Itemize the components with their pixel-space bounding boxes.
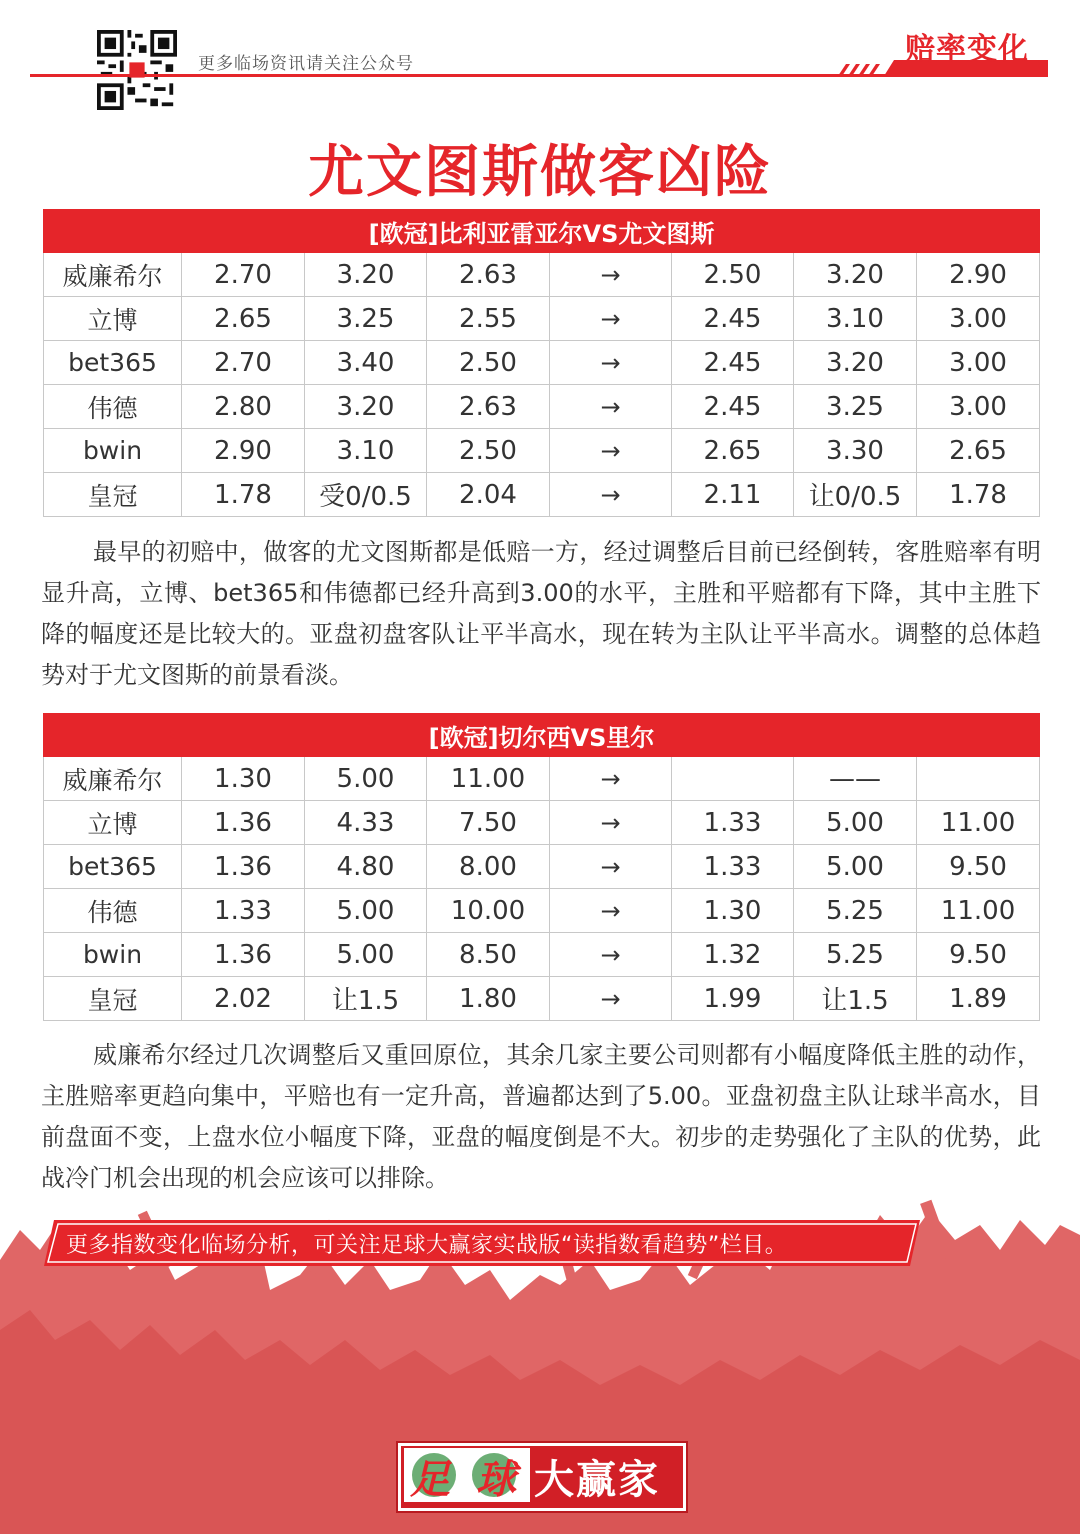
table-row: [44, 933, 1040, 977]
odds-cell: 3.40: [305, 341, 427, 385]
odds-cell: 3.00: [917, 341, 1040, 385]
company-name-cell: bwin: [44, 933, 182, 977]
table-row: [44, 385, 1040, 429]
table-row: [44, 429, 1040, 473]
company-name-cell: 伟德: [44, 889, 182, 933]
logo-text-red: 足球: [410, 1456, 542, 1503]
odds-cell: 9.50: [917, 845, 1040, 889]
odds-cell: 3.00: [917, 385, 1040, 429]
arrow-right-icon: →: [550, 889, 672, 933]
odds-cell: 5.00: [794, 845, 917, 889]
odds-cell: 1.78: [182, 473, 305, 517]
odds-cell: 11.00: [917, 801, 1040, 845]
qr-code-icon[interactable]: [96, 30, 178, 110]
odds-cell: 4.33: [305, 801, 427, 845]
odds-cell: 1.30: [182, 757, 305, 801]
arrow-right-icon: →: [550, 801, 672, 845]
odds-cell: [917, 757, 1040, 801]
arrow-right-icon: →: [550, 253, 672, 297]
arrow-right-icon: →: [550, 385, 672, 429]
table-row: [44, 473, 1040, 517]
company-name-cell: 皇冠: [44, 473, 182, 517]
match-heading: [欧冠]切尔西VS里尔: [44, 714, 1040, 757]
odds-cell: ——: [794, 757, 917, 801]
table-row: [44, 889, 1040, 933]
odds-table-chelsea-lille: [43, 713, 1040, 1021]
odds-cell: 2.02: [182, 977, 305, 1021]
odds-cell: 3.20: [305, 253, 427, 297]
odds-cell: 2.50: [672, 253, 794, 297]
odds-cell: 5.25: [794, 889, 917, 933]
footer-banner-text: 更多指数变化临场分析，可关注足球大赢家实战版“读指数看趋势”栏目。: [66, 1233, 788, 1258]
odds-cell: 2.63: [427, 253, 550, 297]
follow-prompt: 更多临场资讯请关注公众号: [198, 54, 414, 74]
odds-cell: 让0/0.5: [794, 473, 917, 517]
odds-cell: 3.10: [305, 429, 427, 473]
odds-cell: 11.00: [427, 757, 550, 801]
odds-cell: 1.99: [672, 977, 794, 1021]
odds-cell: 2.45: [672, 385, 794, 429]
odds-cell: 1.33: [182, 889, 305, 933]
odds-cell: 2.11: [672, 473, 794, 517]
page-title: 尤文图斯做客凶险: [308, 140, 772, 205]
odds-cell: 2.70: [182, 341, 305, 385]
odds-cell: 3.20: [794, 341, 917, 385]
odds-cell: 5.00: [305, 889, 427, 933]
company-name-cell: 伟德: [44, 385, 182, 429]
company-name-cell: 立博: [44, 801, 182, 845]
section-tab-label: 赔率变化: [905, 32, 1029, 67]
odds-cell: 2.45: [672, 341, 794, 385]
arrow-right-icon: →: [550, 429, 672, 473]
odds-cell: 2.65: [672, 429, 794, 473]
odds-cell: 2.45: [672, 297, 794, 341]
odds-cell: 5.25: [794, 933, 917, 977]
odds-cell: 2.55: [427, 297, 550, 341]
odds-cell: 1.32: [672, 933, 794, 977]
odds-cell: 9.50: [917, 933, 1040, 977]
odds-cell: 3.00: [917, 297, 1040, 341]
company-name-cell: 威廉希尔: [44, 253, 182, 297]
table-row: [44, 801, 1040, 845]
odds-cell: 1.33: [672, 801, 794, 845]
odds-cell: 5.00: [305, 757, 427, 801]
odds-cell: 3.10: [794, 297, 917, 341]
odds-cell: 8.00: [427, 845, 550, 889]
odds-cell: 7.50: [427, 801, 550, 845]
odds-cell: 3.20: [794, 253, 917, 297]
table-row: [44, 253, 1040, 297]
table-row: [44, 757, 1040, 801]
odds-cell: 3.20: [305, 385, 427, 429]
company-name-cell: 立博: [44, 297, 182, 341]
odds-cell: 2.65: [182, 297, 305, 341]
odds-cell: 1.33: [672, 845, 794, 889]
odds-cell: 2.65: [917, 429, 1040, 473]
page-header: [0, 0, 1080, 120]
odds-cell: 1.89: [917, 977, 1040, 1021]
odds-cell: 让1.5: [305, 977, 427, 1021]
analysis-paragraph-1: 最早的初赔中，做客的尤文图斯都是低赔一方，经过调整后目前已经倒转，客胜赔率有明显升高，立博、bet365和伟德都已经升高到3.00的水平，主胜和平赔都有下降，其中主胜下降的幅度还是比较大的。亚盘初盘客队让平半高水，现在转为主队让平半高水。调整的总体趋势对于尤文图斯的前景看淡。: [41, 538, 1041, 689]
odds-cell: 5.00: [305, 933, 427, 977]
odds-cell: 5.00: [794, 801, 917, 845]
arrow-right-icon: →: [550, 297, 672, 341]
company-name-cell: bet365: [44, 341, 182, 385]
odds-cell: 8.50: [427, 933, 550, 977]
odds-cell: 2.04: [427, 473, 550, 517]
odds-cell: 2.50: [427, 429, 550, 473]
company-name-cell: bwin: [44, 429, 182, 473]
odds-cell: 3.25: [794, 385, 917, 429]
odds-cell: 2.70: [182, 253, 305, 297]
odds-cell: 受0/0.5: [305, 473, 427, 517]
company-name-cell: 威廉希尔: [44, 757, 182, 801]
odds-cell: 让1.5: [794, 977, 917, 1021]
company-name-cell: bet365: [44, 845, 182, 889]
odds-cell: 1.36: [182, 845, 305, 889]
table-row: [44, 977, 1040, 1021]
odds-cell: [672, 757, 794, 801]
odds-cell: 2.50: [427, 341, 550, 385]
odds-cell: 2.80: [182, 385, 305, 429]
arrow-right-icon: →: [550, 977, 672, 1021]
odds-cell: 1.78: [917, 473, 1040, 517]
odds-cell: 3.25: [305, 297, 427, 341]
odds-cell: 11.00: [917, 889, 1040, 933]
odds-cell: 1.30: [672, 889, 794, 933]
odds-table-villarreal-juventus: [43, 209, 1040, 517]
table-row: [44, 297, 1040, 341]
odds-cell: 10.00: [427, 889, 550, 933]
analysis-paragraph-2: 威廉希尔经过几次调整后又重回原位，其余几家主要公司则都有小幅度降低主胜的动作，主胜赔率更趋向集中，平赔也有一定升高，普遍都达到了5.00。亚盘初盘主队让球半高水，目前盘面不变，上盘水位小幅度下降，亚盘的幅度倒是不大。初步的走势强化了主队的优势，此战冷门机会出现的机会应该可以排除。: [41, 1041, 1041, 1192]
odds-cell: 2.90: [917, 253, 1040, 297]
odds-cell: 1.36: [182, 801, 305, 845]
odds-cell: 1.36: [182, 933, 305, 977]
match-heading: [欧冠]比利亚雷亚尔VS尤文图斯: [44, 210, 1040, 253]
odds-cell: 2.63: [427, 385, 550, 429]
odds-cell: 1.80: [427, 977, 550, 1021]
odds-cell: 3.30: [794, 429, 917, 473]
arrow-right-icon: →: [550, 757, 672, 801]
logo-text-white: 大赢家: [534, 1456, 660, 1503]
company-name-cell: 皇冠: [44, 977, 182, 1021]
odds-cell: 2.90: [182, 429, 305, 473]
odds-cell: 4.80: [305, 845, 427, 889]
arrow-right-icon: →: [550, 845, 672, 889]
arrow-right-icon: →: [550, 473, 672, 517]
arrow-right-icon: →: [550, 341, 672, 385]
arrow-right-icon: →: [550, 933, 672, 977]
table-row: [44, 341, 1040, 385]
header-divider: [30, 74, 1048, 77]
table-row: [44, 845, 1040, 889]
